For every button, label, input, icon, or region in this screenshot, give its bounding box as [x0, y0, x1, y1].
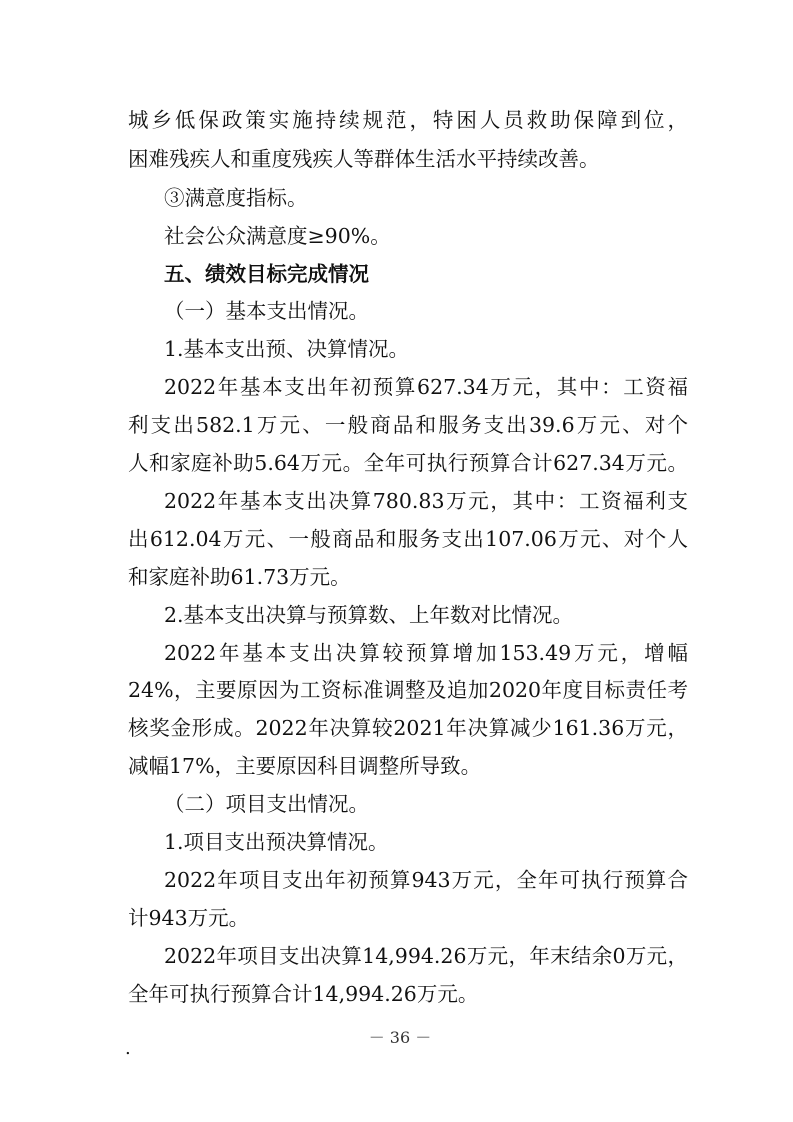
subsection-heading: （一）基本支出情况。	[164, 299, 369, 323]
body-text-line: 和家庭补助61.73万元。	[128, 565, 351, 589]
body-text-line: 出612.04万元、一般商品和服务支出107.06万元、对个人	[128, 527, 688, 551]
footer-mark: .	[125, 1038, 131, 1059]
body-text-line: 社会公众满意度≥90%。	[164, 224, 391, 248]
subsection-heading: （二）项目支出情况。	[164, 792, 369, 816]
body-text-line: 2022年项目支出决算14,994.26万元，年末结余0万元，	[164, 944, 688, 968]
body-text-line: 1.基本支出预、决算情况。	[164, 337, 410, 361]
body-text-line: 核奖金形成。2022年决算较2021年决算减少161.36万元，	[128, 716, 688, 740]
body-text-line: 人和家庭补助5.64万元。全年可执行预算合计627.34万元。	[128, 451, 688, 475]
body-text-line: 2.基本支出决算与预算数、上年数对比情况。	[164, 603, 574, 627]
body-text-line: 城乡低保政策实施持续规范，特困人员救助保障到位，	[128, 108, 688, 132]
body-text-line: 2022年项目支出年初预算943万元，全年可执行预算合	[164, 868, 688, 892]
body-text-line: 2022年基本支出决算780.83万元，其中：工资福利支	[164, 489, 688, 513]
body-text-line: 全年可执行预算合计14,994.26万元。	[128, 982, 479, 1006]
body-text-line: 计943万元。	[128, 906, 250, 930]
body-text-line: ③满意度指标。	[164, 186, 308, 210]
body-text-line: 2022年基本支出年初预算627.34万元，其中：工资福	[164, 375, 688, 399]
page-number: － 36 －	[368, 1028, 432, 1047]
body-text-line: 2022年基本支出决算较预算增加153.49万元，增幅	[164, 641, 688, 665]
body-text-line: 困难残疾人和重度残疾人等群体生活水平持续改善。	[128, 147, 600, 171]
section-heading: 五、绩效目标完成情况	[164, 262, 369, 286]
body-text-line: 利支出582.1万元、一般商品和服务支出39.6万元、对个	[128, 413, 688, 437]
body-text-line: 1.项目支出预决算情况。	[164, 830, 389, 854]
body-text-line: 24%，主要原因为工资标准调整及追加2020年度目标责任考	[128, 678, 688, 702]
body-text-line: 减幅17%，主要原因科目调整所导致。	[128, 754, 482, 778]
